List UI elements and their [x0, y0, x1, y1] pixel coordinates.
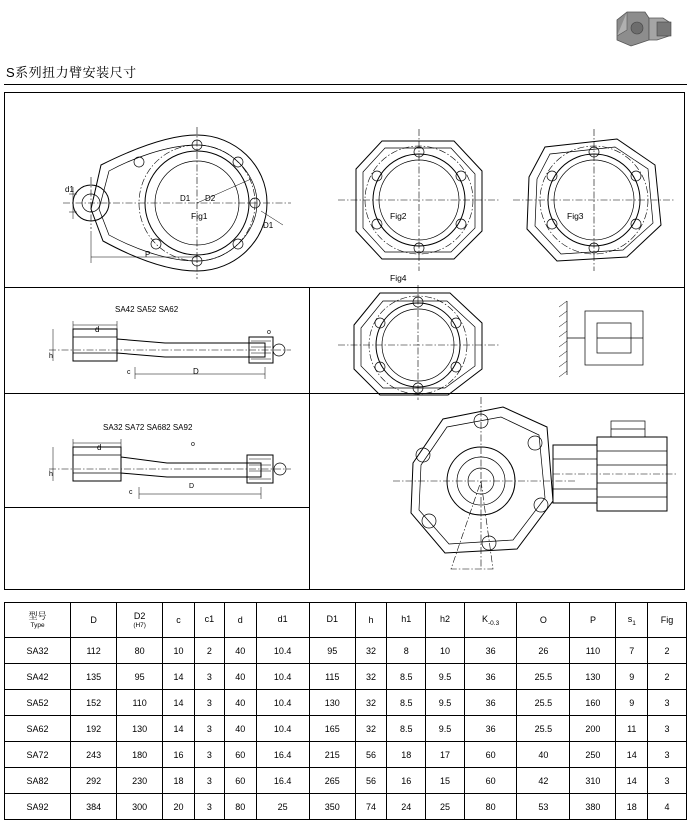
table-header-row: [5, 603, 687, 638]
cell-h2: 9.5: [426, 716, 465, 742]
fig2-drawing: [330, 125, 510, 275]
cell-fig: 3: [648, 690, 687, 716]
arm-bottom-dim-h: h: [49, 471, 53, 478]
assembly-illustration: [385, 393, 685, 588]
cell-h1: 16: [387, 768, 426, 794]
cell-D: 384: [71, 794, 117, 820]
cell-D: 192: [71, 716, 117, 742]
cell-c1: 3: [194, 664, 224, 690]
cell-h: 56: [355, 768, 387, 794]
col-D1: D1: [309, 603, 355, 638]
cell-c1: 3: [194, 690, 224, 716]
arm-group-top-label: SA42 SA52 SA62: [115, 305, 179, 314]
cell-c: 10: [163, 638, 195, 664]
cell-s: 9: [616, 690, 648, 716]
cell-h: 56: [355, 742, 387, 768]
section-detail: [555, 293, 665, 383]
cell-c1: 3: [194, 768, 224, 794]
cell-P: 250: [570, 742, 616, 768]
arm-bottom-dim-D: D: [189, 483, 195, 490]
cell-h: 74: [355, 794, 387, 820]
cell-P: 110: [570, 638, 616, 664]
fig1-dim-D1b: D1: [263, 221, 274, 230]
cell-h2: 17: [426, 742, 465, 768]
cell-d: 40: [224, 716, 256, 742]
cell-D2: 95: [117, 664, 163, 690]
cell-d1: 25: [256, 794, 309, 820]
cell-O: 26: [517, 638, 570, 664]
cell-h2: 10: [426, 638, 465, 664]
cell-P: 380: [570, 794, 616, 820]
cell-h1: 8.5: [387, 690, 426, 716]
cell-fig: 3: [648, 716, 687, 742]
cell-D1: 130: [309, 690, 355, 716]
cell-s: 7: [616, 638, 648, 664]
cell-O: 53: [517, 794, 570, 820]
arm-top-dim-o: o: [267, 329, 271, 336]
cell-D: 292: [71, 768, 117, 794]
cell-K: 36: [464, 664, 516, 690]
cell-K: 36: [464, 638, 516, 664]
col-O: O: [517, 603, 570, 638]
cell-type: SA72: [5, 742, 71, 768]
fig3-drawing: [505, 125, 685, 275]
cell-D2: 110: [117, 690, 163, 716]
arm-bottom-dim-d: d: [97, 443, 102, 452]
cell-d1: 16.4: [256, 768, 309, 794]
table-row: [5, 768, 687, 794]
arm-top-dim-d: d: [95, 325, 100, 334]
cell-d1: 10.4: [256, 716, 309, 742]
frame-divider-4: [309, 287, 310, 590]
fig1-dim-d1: d1: [65, 185, 74, 194]
cell-P: 200: [570, 716, 616, 742]
cell-d: 60: [224, 742, 256, 768]
cell-type: SA32: [5, 638, 71, 664]
cell-c: 14: [163, 716, 195, 742]
cell-c: 14: [163, 690, 195, 716]
cell-h: 32: [355, 638, 387, 664]
cell-D2: 80: [117, 638, 163, 664]
col-c1: c1: [194, 603, 224, 638]
fig1-drawing: [45, 113, 305, 283]
cell-D: 243: [71, 742, 117, 768]
cell-D1: 350: [309, 794, 355, 820]
cell-c: 20: [163, 794, 195, 820]
col-c: c: [163, 603, 195, 638]
cell-d: 40: [224, 664, 256, 690]
cell-d1: 10.4: [256, 664, 309, 690]
cell-h: 32: [355, 664, 387, 690]
cell-h1: 24: [387, 794, 426, 820]
cell-type: SA82: [5, 768, 71, 794]
table-row: [5, 664, 687, 690]
col-fig: Fig: [648, 603, 687, 638]
arm-side-view-bottom: [35, 437, 295, 509]
fig1-dim-D2: D2: [205, 194, 216, 203]
cell-d: 40: [224, 690, 256, 716]
cell-O: 25.5: [517, 664, 570, 690]
cell-D2: 230: [117, 768, 163, 794]
cell-type: SA62: [5, 716, 71, 742]
cell-D: 152: [71, 690, 117, 716]
cell-K: 80: [464, 794, 516, 820]
col-h: h: [355, 603, 387, 638]
cell-c: 16: [163, 742, 195, 768]
fig3-label: Fig3: [567, 211, 584, 221]
cell-c: 14: [163, 664, 195, 690]
cell-s: 14: [616, 768, 648, 794]
title-divider: [4, 84, 687, 85]
arm-group-bottom-label: SA32 SA72 SA682 SA92: [103, 423, 193, 432]
cell-P: 130: [570, 664, 616, 690]
cell-c1: 3: [194, 742, 224, 768]
col-P: P: [570, 603, 616, 638]
cell-fig: 4: [648, 794, 687, 820]
cell-h1: 8.5: [387, 716, 426, 742]
cell-d1: 16.4: [256, 742, 309, 768]
cell-fig: 3: [648, 742, 687, 768]
fig1-dim-D1: D1: [180, 194, 191, 203]
cell-c1: 3: [194, 716, 224, 742]
fig4-label: Fig4: [390, 273, 407, 283]
cell-type: SA92: [5, 794, 71, 820]
cell-s: 11: [616, 716, 648, 742]
arm-top-dim-h: h: [49, 353, 53, 360]
cell-K: 36: [464, 716, 516, 742]
cell-s: 18: [616, 794, 648, 820]
cell-D2: 130: [117, 716, 163, 742]
cell-h1: 18: [387, 742, 426, 768]
cell-D2: 300: [117, 794, 163, 820]
cell-O: 40: [517, 742, 570, 768]
cell-fig: 3: [648, 768, 687, 794]
cell-type: SA52: [5, 690, 71, 716]
arm-top-dim-c: c: [127, 369, 131, 376]
cell-fig: 2: [648, 638, 687, 664]
table-row: [5, 716, 687, 742]
cell-d: 60: [224, 768, 256, 794]
cell-D2: 180: [117, 742, 163, 768]
col-d1: d1: [256, 603, 309, 638]
arm-bottom-dim-o: o: [191, 441, 195, 448]
col-h1: h1: [387, 603, 426, 638]
cell-D1: 95: [309, 638, 355, 664]
cell-h1: 8.5: [387, 664, 426, 690]
cell-D1: 115: [309, 664, 355, 690]
cell-h2: 9.5: [426, 690, 465, 716]
col-D: D: [71, 603, 117, 638]
cell-d1: 10.4: [256, 690, 309, 716]
fig2-label: Fig2: [390, 211, 407, 221]
cell-fig: 2: [648, 664, 687, 690]
col-h2: h2: [426, 603, 465, 638]
table-row: [5, 690, 687, 716]
col-s: $s_1$: [616, 603, 648, 638]
cell-h2: 9.5: [426, 664, 465, 690]
cell-O: 25.5: [517, 690, 570, 716]
cell-K: 60: [464, 768, 516, 794]
cell-c1: 3: [194, 794, 224, 820]
table-row: [5, 638, 687, 664]
cell-c1: 2: [194, 638, 224, 664]
cell-K: 60: [464, 742, 516, 768]
cell-h2: 15: [426, 768, 465, 794]
table-row: [5, 742, 687, 768]
cell-h: 32: [355, 716, 387, 742]
fig4-drawing: [330, 285, 510, 400]
col-type: 型号 Type: [5, 603, 71, 638]
cell-h: 32: [355, 690, 387, 716]
cell-s: 9: [616, 664, 648, 690]
cell-D1: 215: [309, 742, 355, 768]
col-D2: D2 (H7): [117, 603, 163, 638]
cell-D: 112: [71, 638, 117, 664]
cell-h1: 8: [387, 638, 426, 664]
cell-d: 80: [224, 794, 256, 820]
cell-D1: 265: [309, 768, 355, 794]
cell-h2: 25: [426, 794, 465, 820]
arm-bottom-dim-c: c: [129, 489, 133, 496]
page-title: S系列扭力臂安装尺寸: [6, 65, 137, 80]
gearbox-photo: [611, 6, 677, 50]
cell-type: SA42: [5, 664, 71, 690]
cell-K: 36: [464, 690, 516, 716]
cell-c: 18: [163, 768, 195, 794]
cell-d: 40: [224, 638, 256, 664]
cell-P: 310: [570, 768, 616, 794]
arm-side-view-top: [35, 319, 295, 389]
cell-D: 135: [71, 664, 117, 690]
col-K: $K_{-0.3}$: [464, 603, 516, 638]
cell-O: 25.5: [517, 716, 570, 742]
specification-table: [4, 602, 687, 820]
drawing-frame: [4, 92, 685, 590]
cell-s: 14: [616, 742, 648, 768]
cell-O: 42: [517, 768, 570, 794]
col-d: d: [224, 603, 256, 638]
arm-top-dim-D: D: [193, 367, 199, 376]
cell-d1: 10.4: [256, 638, 309, 664]
fig1-label: Fig1: [191, 211, 208, 221]
table-row: [5, 794, 687, 820]
cell-D1: 165: [309, 716, 355, 742]
cell-P: 160: [570, 690, 616, 716]
fig1-dim-P: P: [145, 250, 151, 259]
